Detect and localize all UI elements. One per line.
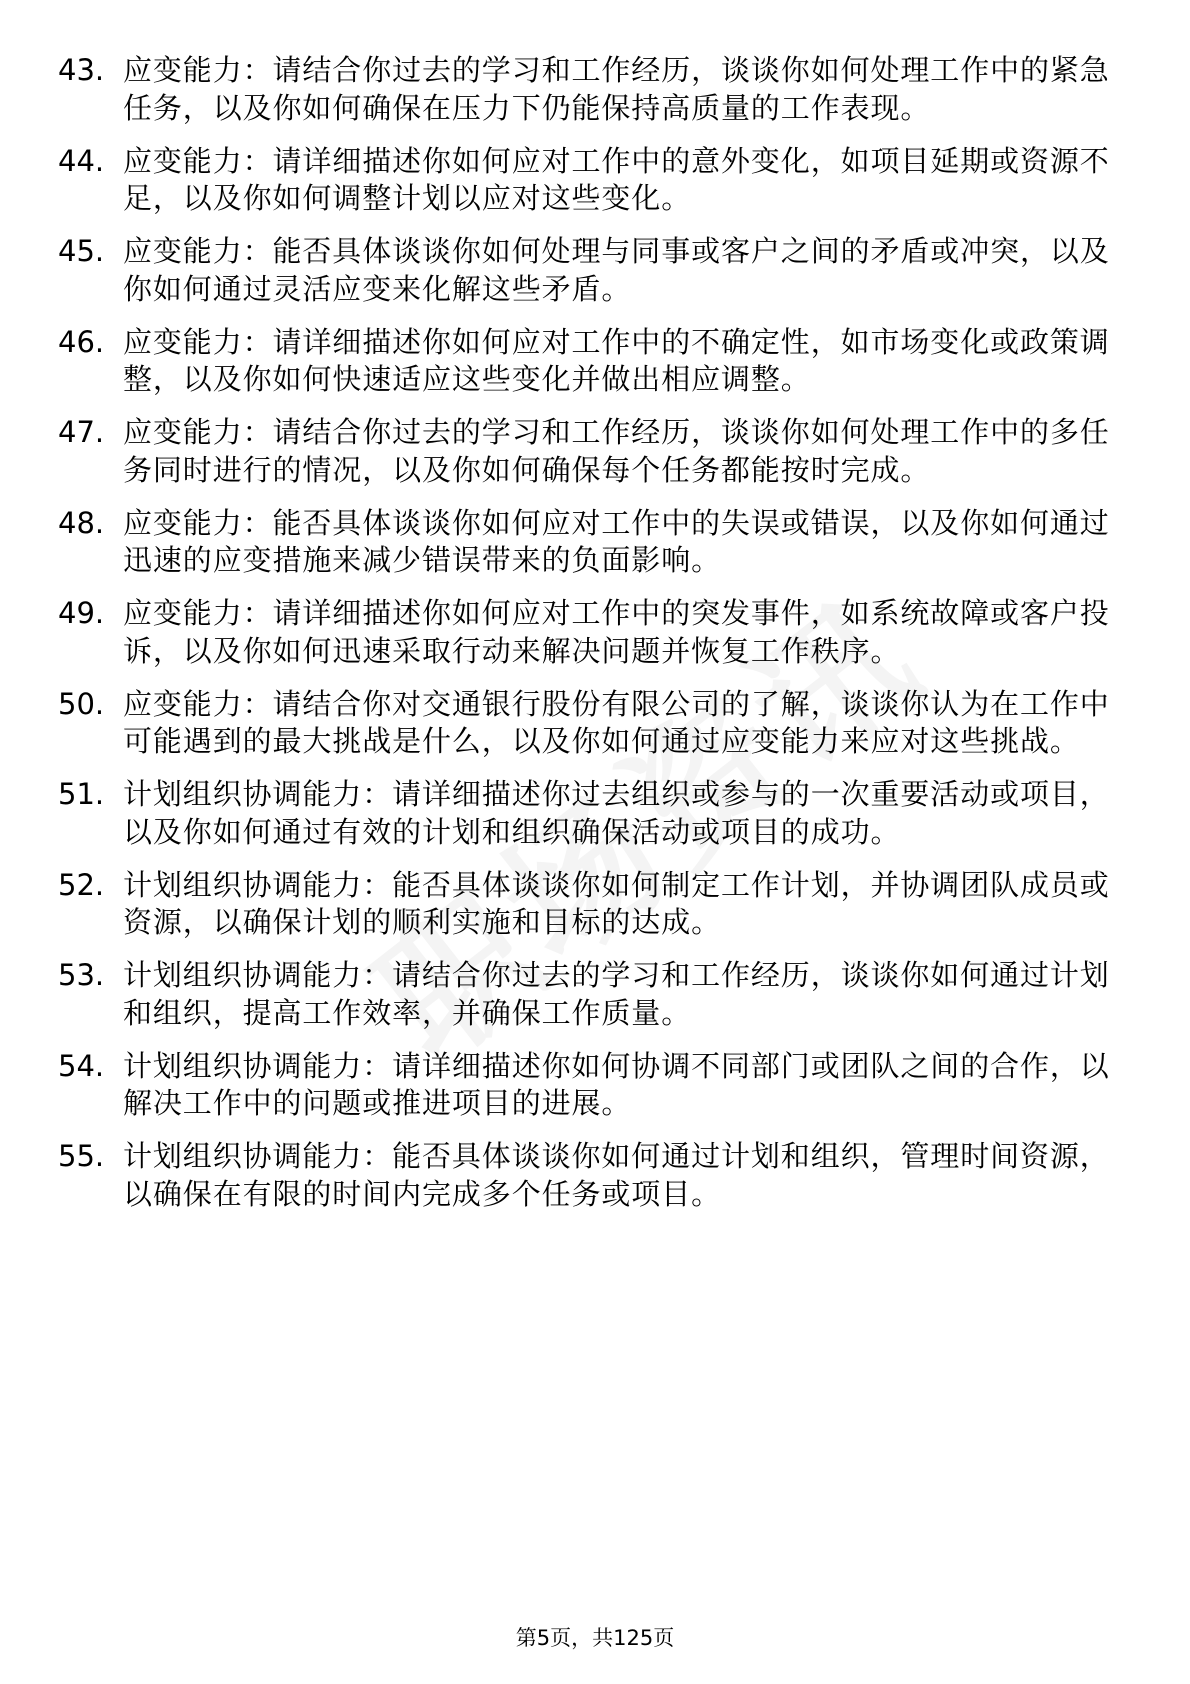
question-item-43 (58, 52, 1118, 127)
question-item-49 (58, 595, 1118, 670)
question-text: 计划组织协调能力：能否具体谈谈你如何通过计划和组织，管理时间资源，以确保在有限的时间内完成多个任务或项目。 (123, 1139, 1110, 1211)
question-number: 44. (58, 143, 105, 178)
question-number: 45. (58, 234, 105, 268)
question-item-55 (58, 1138, 1118, 1213)
question-text: 计划组织协调能力：请详细描述你过去组织或参与的一次重要活动或项目，以及你如何通过有效的计划和组织确保活动或项目的成功。 (123, 777, 1110, 849)
question-number: 52. (58, 867, 105, 902)
question-number: 54. (58, 1048, 105, 1083)
question-item-45 (58, 233, 1118, 308)
question-text: 计划组织协调能力：请详细描述你如何协调不同部门或团队之间的合作，以解决工作中的问题或推进项目的进展。 (123, 1048, 1110, 1120)
question-item-52 (58, 867, 1118, 942)
question-text: 应变能力：请详细描述你如何应对工作中的不确定性，如市场变化或政策调整，以及你如何快速适应这些变化并做出相应调整。 (123, 324, 1110, 396)
question-number: 47. (58, 415, 105, 449)
question-text: 应变能力：能否具体谈谈你如何应对工作中的失误或错误，以及你如何通过迅速的应变措施来减少错误带来的负面影响。 (123, 505, 1110, 577)
question-text: 应变能力：请详细描述你如何应对工作中的突发事件，如系统故障或客户投诉，以及你如何迅速采取行动来解决问题并恢复工作秩序。 (123, 596, 1110, 668)
question-text: 计划组织协调能力：能否具体谈谈你如何制定工作计划，并协调团队成员或资源，以确保计划的顺利实施和目标的达成。 (123, 867, 1110, 939)
question-number: 48. (58, 505, 105, 540)
question-number: 50. (58, 686, 105, 721)
question-item-46 (58, 324, 1118, 399)
question-number: 55. (58, 1139, 105, 1173)
question-number: 46. (58, 324, 105, 359)
question-number: 51. (58, 777, 105, 811)
question-item-51 (58, 776, 1118, 851)
question-number: 53. (58, 958, 105, 992)
question-item-54 (58, 1048, 1118, 1123)
question-text: 应变能力：请详细描述你如何应对工作中的意外变化，如项目延期或资源不足，以及你如何调整计划以应对这些变化。 (123, 143, 1110, 215)
question-text: 应变能力：请结合你过去的学习和工作经历，谈谈你如何处理工作中的紧急任务，以及你如何确保在压力下仍能保持高质量的工作表现。 (123, 53, 1110, 125)
question-item-47 (58, 414, 1118, 489)
question-item-44 (58, 143, 1118, 218)
question-item-50 (58, 686, 1118, 761)
page-footer: 第5页，共125页 (515, 1626, 675, 1650)
question-list (58, 52, 1118, 1229)
question-text: 应变能力：请结合你过去的学习和工作经历，谈谈你如何处理工作中的多任务同时进行的情况，以及你如何确保每个任务都能按时完成。 (123, 415, 1110, 487)
question-item-53 (58, 957, 1118, 1032)
question-text: 应变能力：能否具体谈谈你如何处理与同事或客户之间的矛盾或冲突，以及你如何通过灵活应变来化解这些矛盾。 (123, 234, 1110, 306)
question-text: 计划组织协调能力：请结合你过去的学习和工作经历，谈谈你如何通过计划和组织，提高工作效率，并确保工作质量。 (123, 958, 1110, 1030)
question-number: 43. (58, 53, 105, 87)
question-number: 49. (58, 596, 105, 630)
question-text: 应变能力：请结合你对交通银行股份有限公司的了解，谈谈你认为在工作中可能遇到的最大挑战是什么，以及你如何通过应变能力来应对这些挑战。 (123, 686, 1110, 758)
question-item-48 (58, 505, 1118, 580)
